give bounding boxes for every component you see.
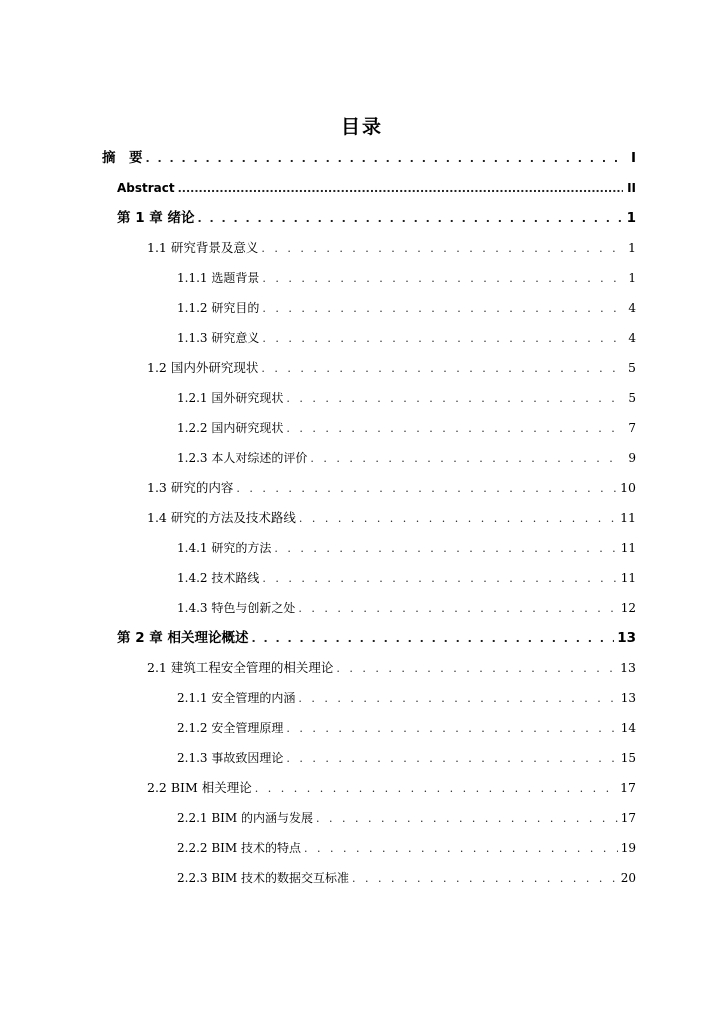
toc-entry-page: 15 <box>620 751 636 765</box>
dot-leader <box>316 809 618 829</box>
dot-leader <box>146 149 624 169</box>
dot-leader <box>304 839 618 859</box>
dot-leader <box>261 359 623 379</box>
toc-entry-page: 9 <box>628 451 636 465</box>
toc-entry[interactable] <box>177 268 636 288</box>
dot-leader <box>286 749 617 769</box>
toc-entry-label: 2.2.3 BIM 技术的数据交互标准 <box>177 871 350 885</box>
toc-entry-page: 17 <box>620 780 636 795</box>
toc-entry-label: 2.2.1 BIM 的内涵与发展 <box>177 811 314 825</box>
toc-entry-page: 1 <box>626 210 636 226</box>
toc-entry[interactable] <box>102 148 636 168</box>
toc-entry-label: 1.4.1 研究的方法 <box>177 541 272 555</box>
toc-entry-label: 1.4.2 技术路线 <box>177 571 260 585</box>
dot-leader <box>298 689 617 709</box>
toc-entry[interactable] <box>177 388 636 408</box>
toc-entry[interactable] <box>177 688 636 708</box>
toc-entry-label: 摘 要 <box>102 150 143 166</box>
toc-entry-label: Abstract <box>117 181 175 195</box>
toc-entry[interactable] <box>117 178 636 198</box>
toc-entry[interactable] <box>177 598 636 618</box>
toc-entry[interactable] <box>177 718 636 738</box>
toc-entry-label: 1.4 研究的方法及技术路线 <box>147 510 296 525</box>
dot-leader <box>262 299 623 319</box>
dot-leader <box>236 479 617 499</box>
toc-entry-page: 1 <box>628 240 636 255</box>
toc-entry-label: 1.4.3 特色与创新之处 <box>177 601 296 615</box>
toc-entry-page: 7 <box>628 421 636 435</box>
toc-entry[interactable] <box>177 868 636 888</box>
toc-entry-page: II <box>627 181 636 195</box>
toc-entry-page: 17 <box>620 811 636 825</box>
dot-leader <box>310 449 623 469</box>
toc-entry-label: 1.1 研究背景及意义 <box>147 240 259 255</box>
toc-entry[interactable] <box>177 748 636 768</box>
toc-entry-label: 2.2 BIM 相关理论 <box>147 780 252 795</box>
toc-entry-label: 1.3 研究的内容 <box>147 480 234 495</box>
toc-entry[interactable] <box>147 778 636 798</box>
dot-leader <box>336 659 617 679</box>
toc-entry-label: 1.1.3 研究意义 <box>177 331 260 345</box>
dot-leader <box>286 719 617 739</box>
dot-leader <box>352 869 618 889</box>
toc-entry-page: 13 <box>617 630 636 646</box>
toc-entry[interactable] <box>117 628 636 648</box>
toc-entry[interactable] <box>177 838 636 858</box>
toc-entry-label: 2.1.1 安全管理的内涵 <box>177 691 296 705</box>
toc-entry-label: 1.2.3 本人对综述的评价 <box>177 451 308 465</box>
dot-leader <box>298 599 617 619</box>
toc-entry-page: 1 <box>628 271 636 285</box>
toc-entry[interactable] <box>177 418 636 438</box>
toc-entry-page: I <box>630 150 636 166</box>
toc-entry-page: 12 <box>620 601 636 615</box>
toc-entry-page: 4 <box>628 331 636 345</box>
toc-entry-label: 1.2.1 国外研究现状 <box>177 391 284 405</box>
toc-entry[interactable] <box>177 298 636 318</box>
toc-entry[interactable] <box>177 328 636 348</box>
dot-leader <box>255 779 617 799</box>
toc-entry-page: 20 <box>620 871 636 885</box>
toc-entry-label: 2.1 建筑工程安全管理的相关理论 <box>147 660 334 675</box>
toc-entry-label: 第 2 章 相关理论概述 <box>117 630 249 646</box>
dot-leader <box>286 419 623 439</box>
toc-entry-label: 1.2.2 国内研究现状 <box>177 421 284 435</box>
dot-leader <box>178 179 623 199</box>
dot-leader <box>262 569 617 589</box>
dot-leader <box>261 239 623 259</box>
toc-entry[interactable] <box>147 478 636 498</box>
toc-entry-page: 14 <box>620 721 636 735</box>
dot-leader <box>262 329 623 349</box>
toc-entry-page: 10 <box>620 480 636 495</box>
toc-entry-label: 2.2.2 BIM 技术的特点 <box>177 841 302 855</box>
toc-entry-page: 5 <box>628 391 636 405</box>
toc-entry[interactable] <box>177 448 636 468</box>
page-title: 目录 <box>340 116 383 138</box>
toc-entry-page: 13 <box>620 691 636 705</box>
dot-leader <box>262 269 623 289</box>
toc-entry[interactable] <box>147 358 636 378</box>
toc-entry[interactable] <box>177 538 636 558</box>
toc-entry-label: 1.2 国内外研究现状 <box>147 360 259 375</box>
dot-leader <box>252 629 615 649</box>
toc-entry[interactable] <box>147 238 636 258</box>
toc-entry[interactable] <box>177 568 636 588</box>
dot-leader <box>286 389 623 409</box>
toc-entry[interactable] <box>177 808 636 828</box>
toc-entry-page: 11 <box>620 571 636 585</box>
toc-entry-label: 2.1.2 安全管理原理 <box>177 721 284 735</box>
toc-entry-label: 2.1.3 事故致因理论 <box>177 751 284 765</box>
toc-entry-page: 5 <box>628 360 636 375</box>
dot-leader <box>274 539 617 559</box>
toc-entry-label: 1.1.2 研究目的 <box>177 301 260 315</box>
toc-entry-page: 13 <box>620 660 636 675</box>
dot-leader <box>198 209 624 229</box>
toc-entry-page: 19 <box>620 841 636 855</box>
dot-leader <box>299 509 617 529</box>
toc-entry-page: 11 <box>620 541 636 555</box>
toc-entry[interactable] <box>147 658 636 678</box>
toc-entry[interactable] <box>117 208 636 228</box>
toc-entry[interactable] <box>147 508 636 528</box>
toc-entry-page: 11 <box>620 510 636 525</box>
toc-entry-page: 4 <box>628 301 636 315</box>
toc-entry-label: 第 1 章 绪论 <box>117 210 195 226</box>
toc-entry-label: 1.1.1 选题背景 <box>177 271 260 285</box>
